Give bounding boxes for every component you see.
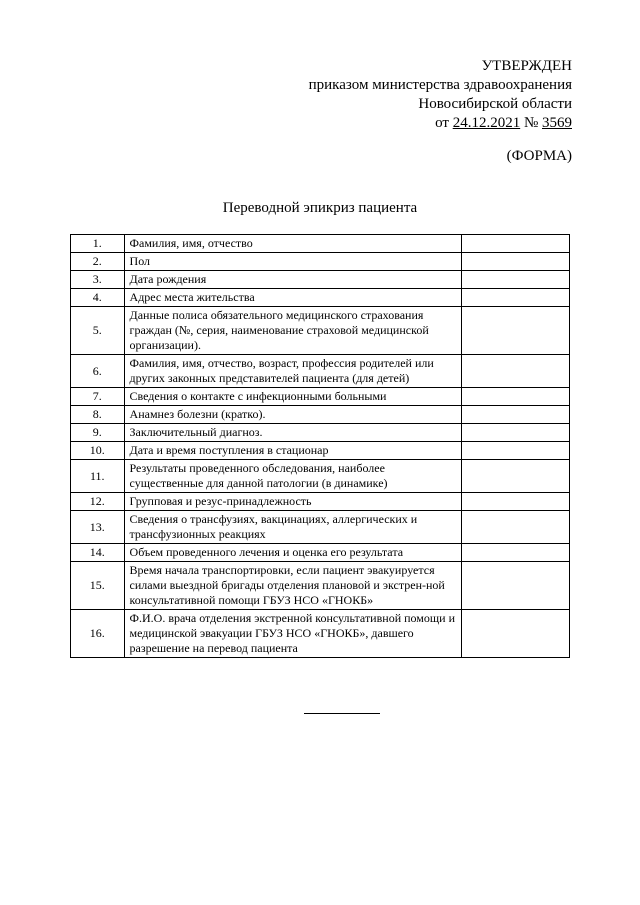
approval-date-line [309,114,572,133]
row-value-field[interactable] [461,235,569,253]
row-label: Объем проведенного лечения и оценка его результата [124,544,461,562]
table-row [71,544,570,562]
row-label: Адрес места жительства [124,289,461,307]
order-number: 3569 [542,115,572,131]
row-label: Заключительный диагноз. [124,424,461,442]
row-number: 10. [71,442,125,460]
table-row [71,307,570,355]
row-label: Дата рождения [124,271,461,289]
epicrisis-table [70,234,570,658]
row-number: 5. [71,307,125,355]
row-number: 14. [71,544,125,562]
row-value-field[interactable] [461,544,569,562]
row-value-field[interactable] [461,460,569,493]
table-row [71,388,570,406]
row-value-field[interactable] [461,253,569,271]
form-mark: (ФОРМА) [506,148,572,164]
table-row [71,355,570,388]
row-value-field[interactable] [461,493,569,511]
row-label: Фамилия, имя, отчество [124,235,461,253]
row-value-field[interactable] [461,271,569,289]
row-value-field[interactable] [461,562,569,610]
table-row [71,562,570,610]
row-label: Ф.И.О. врача отделения экстренной консультативной помощи и медицинской эвакуации ГБУЗ НСО «ГНОКБ», давшего разрешение на перевод пациента [124,610,461,658]
row-number: 4. [71,289,125,307]
row-number: 16. [71,610,125,658]
table-row [71,406,570,424]
row-label: Анамнез болезни (кратко). [124,406,461,424]
row-number: 8. [71,406,125,424]
table-row [71,271,570,289]
row-value-field[interactable] [461,406,569,424]
date-prefix: от [435,115,449,131]
row-value-field[interactable] [461,355,569,388]
row-number: 15. [71,562,125,610]
row-number: 6. [71,355,125,388]
row-label: Время начала транспортировки, если пациент эвакуируется силами выездной бригады отделения плановой и экстрен-ной консультативной помощи ГБУЗ НСО «ГНОКБ» [124,562,461,610]
footer-divider [304,713,380,714]
row-label: Сведения о контакте с инфекционными больными [124,388,461,406]
approval-order-line: приказом министерства здравоохранения [308,77,572,93]
row-number: 1. [71,235,125,253]
row-value-field[interactable] [461,424,569,442]
row-number: 9. [71,424,125,442]
row-label: Сведения о трансфузиях, вакцинациях, аллергических и трансфузионных реакциях [124,511,461,544]
row-value-field[interactable] [461,307,569,355]
table-row [71,493,570,511]
table-row [71,253,570,271]
row-number: 3. [71,271,125,289]
document-title: Переводной эпикриз пациента [222,200,418,216]
order-date: 24.12.2021 [452,115,521,131]
row-value-field[interactable] [461,388,569,406]
approval-region-line: Новосибирской области [418,96,572,112]
table-row [71,610,570,658]
row-number: 11. [71,460,125,493]
row-label: Данные полиса обязательного медицинского страхования граждан (№, серия, наименование страховой медицинской организации). [124,307,461,355]
approval-block [309,57,572,133]
row-number: 7. [71,388,125,406]
approval-heading: УТВЕРЖДЕН [481,58,572,74]
row-label: Результаты проведенного обследования, наиболее существенные для данной патологии (в динамике) [124,460,461,493]
number-sign: № [523,115,539,131]
row-label: Групповая и резус-принадлежность [124,493,461,511]
row-value-field[interactable] [461,289,569,307]
table-row [71,424,570,442]
row-number: 12. [71,493,125,511]
row-value-field[interactable] [461,442,569,460]
table-row [71,442,570,460]
row-label: Пол [124,253,461,271]
row-label: Фамилия, имя, отчество, возраст, профессия родителей или других законных представителей пациента (для детей) [124,355,461,388]
table-row [71,460,570,493]
row-value-field[interactable] [461,610,569,658]
row-value-field[interactable] [461,511,569,544]
table-row [71,289,570,307]
row-number: 2. [71,253,125,271]
row-number: 13. [71,511,125,544]
row-label: Дата и время поступления в стационар [124,442,461,460]
table-row [71,235,570,253]
table-row [71,511,570,544]
